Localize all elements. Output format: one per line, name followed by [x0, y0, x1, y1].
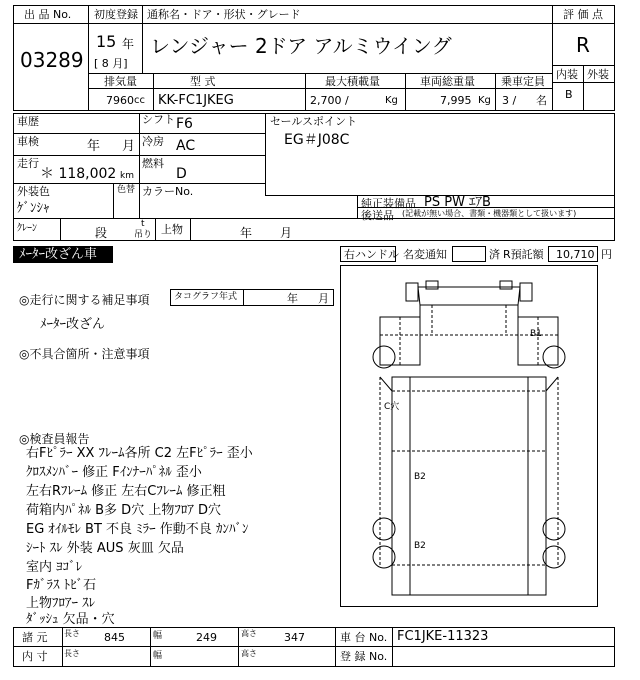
genuine-equipment-label: 純正装備品 — [361, 197, 416, 210]
tachograph-month: 月 — [318, 292, 329, 305]
interior-dims-label: 内 寸 — [22, 650, 48, 663]
crane-ton-top: t — [141, 219, 145, 229]
exterior-grade-label: 外装 — [587, 68, 609, 81]
shift-value: F6 — [176, 116, 193, 132]
car-name-label: 通称名・ドア・形状・グレード — [147, 8, 301, 21]
reg-year-unit: 年 — [122, 37, 135, 51]
exterior-color: ｹﾞﾝｼｬ — [17, 201, 50, 216]
inspector-line: ﾀﾞｯｼｭ 欠品・穴 — [26, 612, 115, 627]
inspector-line: 室内 ﾖｺﾞﾚ — [26, 560, 83, 575]
shift-label: シフト — [142, 113, 175, 126]
car-name: レンジャー 2ドア アルミウイング — [150, 34, 452, 58]
dims-label: 諸 元 — [22, 631, 48, 644]
height-label: 高さ — [241, 649, 257, 658]
gvw-value: 7,995 — [440, 94, 472, 107]
cab-outline — [418, 287, 520, 305]
mirror-right-icon — [520, 283, 532, 301]
inspector-title: ◎検査員報告 — [19, 432, 90, 446]
inspector-line: 上物ﾌﾛｱｰ ｽﾚ — [26, 596, 96, 611]
damage-mark: B1 — [530, 329, 542, 339]
grade-label: 評 価 点 — [563, 8, 603, 21]
color-code-label: カラーNo. — [142, 185, 194, 198]
reg-year: 15 — [96, 32, 117, 51]
gvw-label: 車両総重量 — [420, 75, 475, 88]
height-label: 高さ — [241, 629, 257, 638]
truck-diagram — [340, 265, 598, 607]
fuel-value: D — [176, 166, 187, 182]
width-value: 249 — [196, 631, 217, 644]
inspector-line: 左右Rﾌﾚｰﾑ 修正 左右Cﾌﾚｰﾑ 修正粗 — [26, 484, 226, 499]
mileage-unit: km — [120, 171, 134, 181]
mirror-left-icon — [406, 283, 418, 301]
chassis-number: FC1JKE-11323 — [397, 629, 489, 644]
fuel-label: 燃料 — [142, 157, 164, 170]
inspector-line: Fｶﾞﾗｽ ﾄﾋﾞ石 — [26, 578, 97, 593]
mount-month: 月 — [280, 226, 293, 240]
mileage-label: 走行 — [17, 157, 39, 170]
interior-grade: B — [565, 88, 573, 101]
length-label: 長さ — [64, 649, 80, 658]
lot-no-label: 出 品 No. — [24, 8, 72, 21]
supplement-text: ﾒｰﾀｰ改ざん — [40, 317, 106, 332]
max-load-unit: Kg — [385, 95, 398, 106]
aftermarket-label: 後送品 — [361, 209, 394, 222]
max-load-value: 2,700 / — [310, 94, 349, 107]
recycle-deposit-label: R預託額 — [503, 248, 544, 261]
length-value: 845 — [104, 631, 125, 644]
model-code: KK-FC1JKEG — [158, 93, 234, 108]
ac-label: 冷房 — [142, 135, 164, 148]
flag-mark: 済 — [489, 248, 500, 261]
crane-stage: 段 — [95, 226, 108, 240]
aftermarket-note: (記載が無い場合、書類・機器類として扱います) — [402, 209, 577, 218]
damage-mark: B2 — [414, 472, 426, 482]
max-load-label: 最大積載量 — [325, 75, 380, 88]
right-handle: 右ハンドル — [344, 248, 399, 261]
mileage-value: ＊ 118,002 — [40, 166, 117, 182]
meter-tampered-badge: ﾒｰﾀｰ改ざん車 — [13, 246, 113, 263]
first-registration-label: 初度登録 — [94, 8, 138, 21]
name-change-box — [452, 246, 486, 262]
width-label: 幅 — [153, 651, 163, 661]
capacity-unit: 名 — [536, 94, 547, 107]
exterior-color-label: 外装色 — [17, 185, 50, 198]
chassis-label: 車 台 No. — [340, 631, 388, 644]
genuine-equipment: PS PW ｴｱB — [424, 195, 491, 210]
inspection-year: 年 — [87, 139, 101, 154]
history-label: 車歴 — [17, 115, 39, 128]
cargo-box-outline — [392, 377, 546, 595]
inspector-line: 荷箱内ﾊﾟﾈﾙ B多 D穴 上物ﾌﾛｱ D穴 — [26, 503, 221, 518]
defects-title: ◎不具合箇所・注意事項 — [19, 347, 150, 361]
damage-mark: C穴 — [384, 402, 400, 412]
length-label: 長さ — [64, 629, 80, 638]
recycle-deposit-unit: 円 — [601, 248, 612, 261]
lot-number: 03289 — [20, 48, 84, 72]
sales-point-label: セールスポイント — [270, 115, 358, 128]
inspector-line: ｼｰﾄ ｽﾚ 外装 AUS 灰皿 欠品 — [26, 541, 184, 556]
displacement-label: 排気量 — [104, 75, 137, 88]
mount-year: 年 — [240, 226, 253, 240]
width-label: 幅 — [153, 631, 163, 641]
gvw-unit: Kg — [478, 95, 491, 106]
height-value: 347 — [284, 631, 305, 644]
damage-mark: B2 — [414, 541, 426, 551]
overall-grade: R — [576, 33, 590, 57]
ac-value: AC — [176, 138, 196, 154]
sales-point-value: EG＃J08C — [284, 132, 350, 148]
recycle-deposit: 10,710 — [556, 248, 595, 261]
interior-grade-label: 内装 — [556, 68, 578, 81]
displacement-value: 7960 — [106, 94, 134, 107]
color-change-label: 色替 — [117, 185, 136, 195]
inspection-label: 車検 — [17, 135, 39, 148]
capacity-value: 3 / — [502, 94, 517, 107]
inspector-line: ｸﾛｽﾒﾝﾊﾞｰ 修正 Fｲﾝﾅｰﾊﾟﾈﾙ 歪小 — [26, 465, 202, 480]
tachograph-label: タコグラフ年式 — [174, 292, 238, 302]
model-label: 型 式 — [190, 75, 216, 88]
inspector-line: EG ｵｲﾙﾓﾚ BT 不良 ﾐﾗｰ 作動不良 ｶﾝﾊﾞﾝ — [26, 522, 249, 537]
inspection-month: 月 — [122, 139, 136, 154]
inspector-line: 右Fﾋﾟﾗｰ XX ﾌﾚｰﾑ各所 C2 左Fﾋﾟﾗｰ 歪小 — [26, 446, 253, 461]
crane-label: ｸﾚｰﾝ — [17, 223, 37, 234]
mount-label: 上物 — [161, 223, 183, 236]
tachograph-year: 年 — [287, 292, 298, 305]
crane-ton: 吊り — [134, 230, 153, 240]
registration-label: 登 録 No. — [340, 650, 388, 663]
supplement-title: ◎走行に関する補足事項 — [19, 293, 150, 307]
capacity-label: 乗車定員 — [501, 75, 545, 88]
reg-month: [ 8 月] — [94, 57, 128, 70]
displacement-unit: cc — [134, 95, 145, 106]
name-change-label: 名変通知 — [403, 248, 447, 261]
